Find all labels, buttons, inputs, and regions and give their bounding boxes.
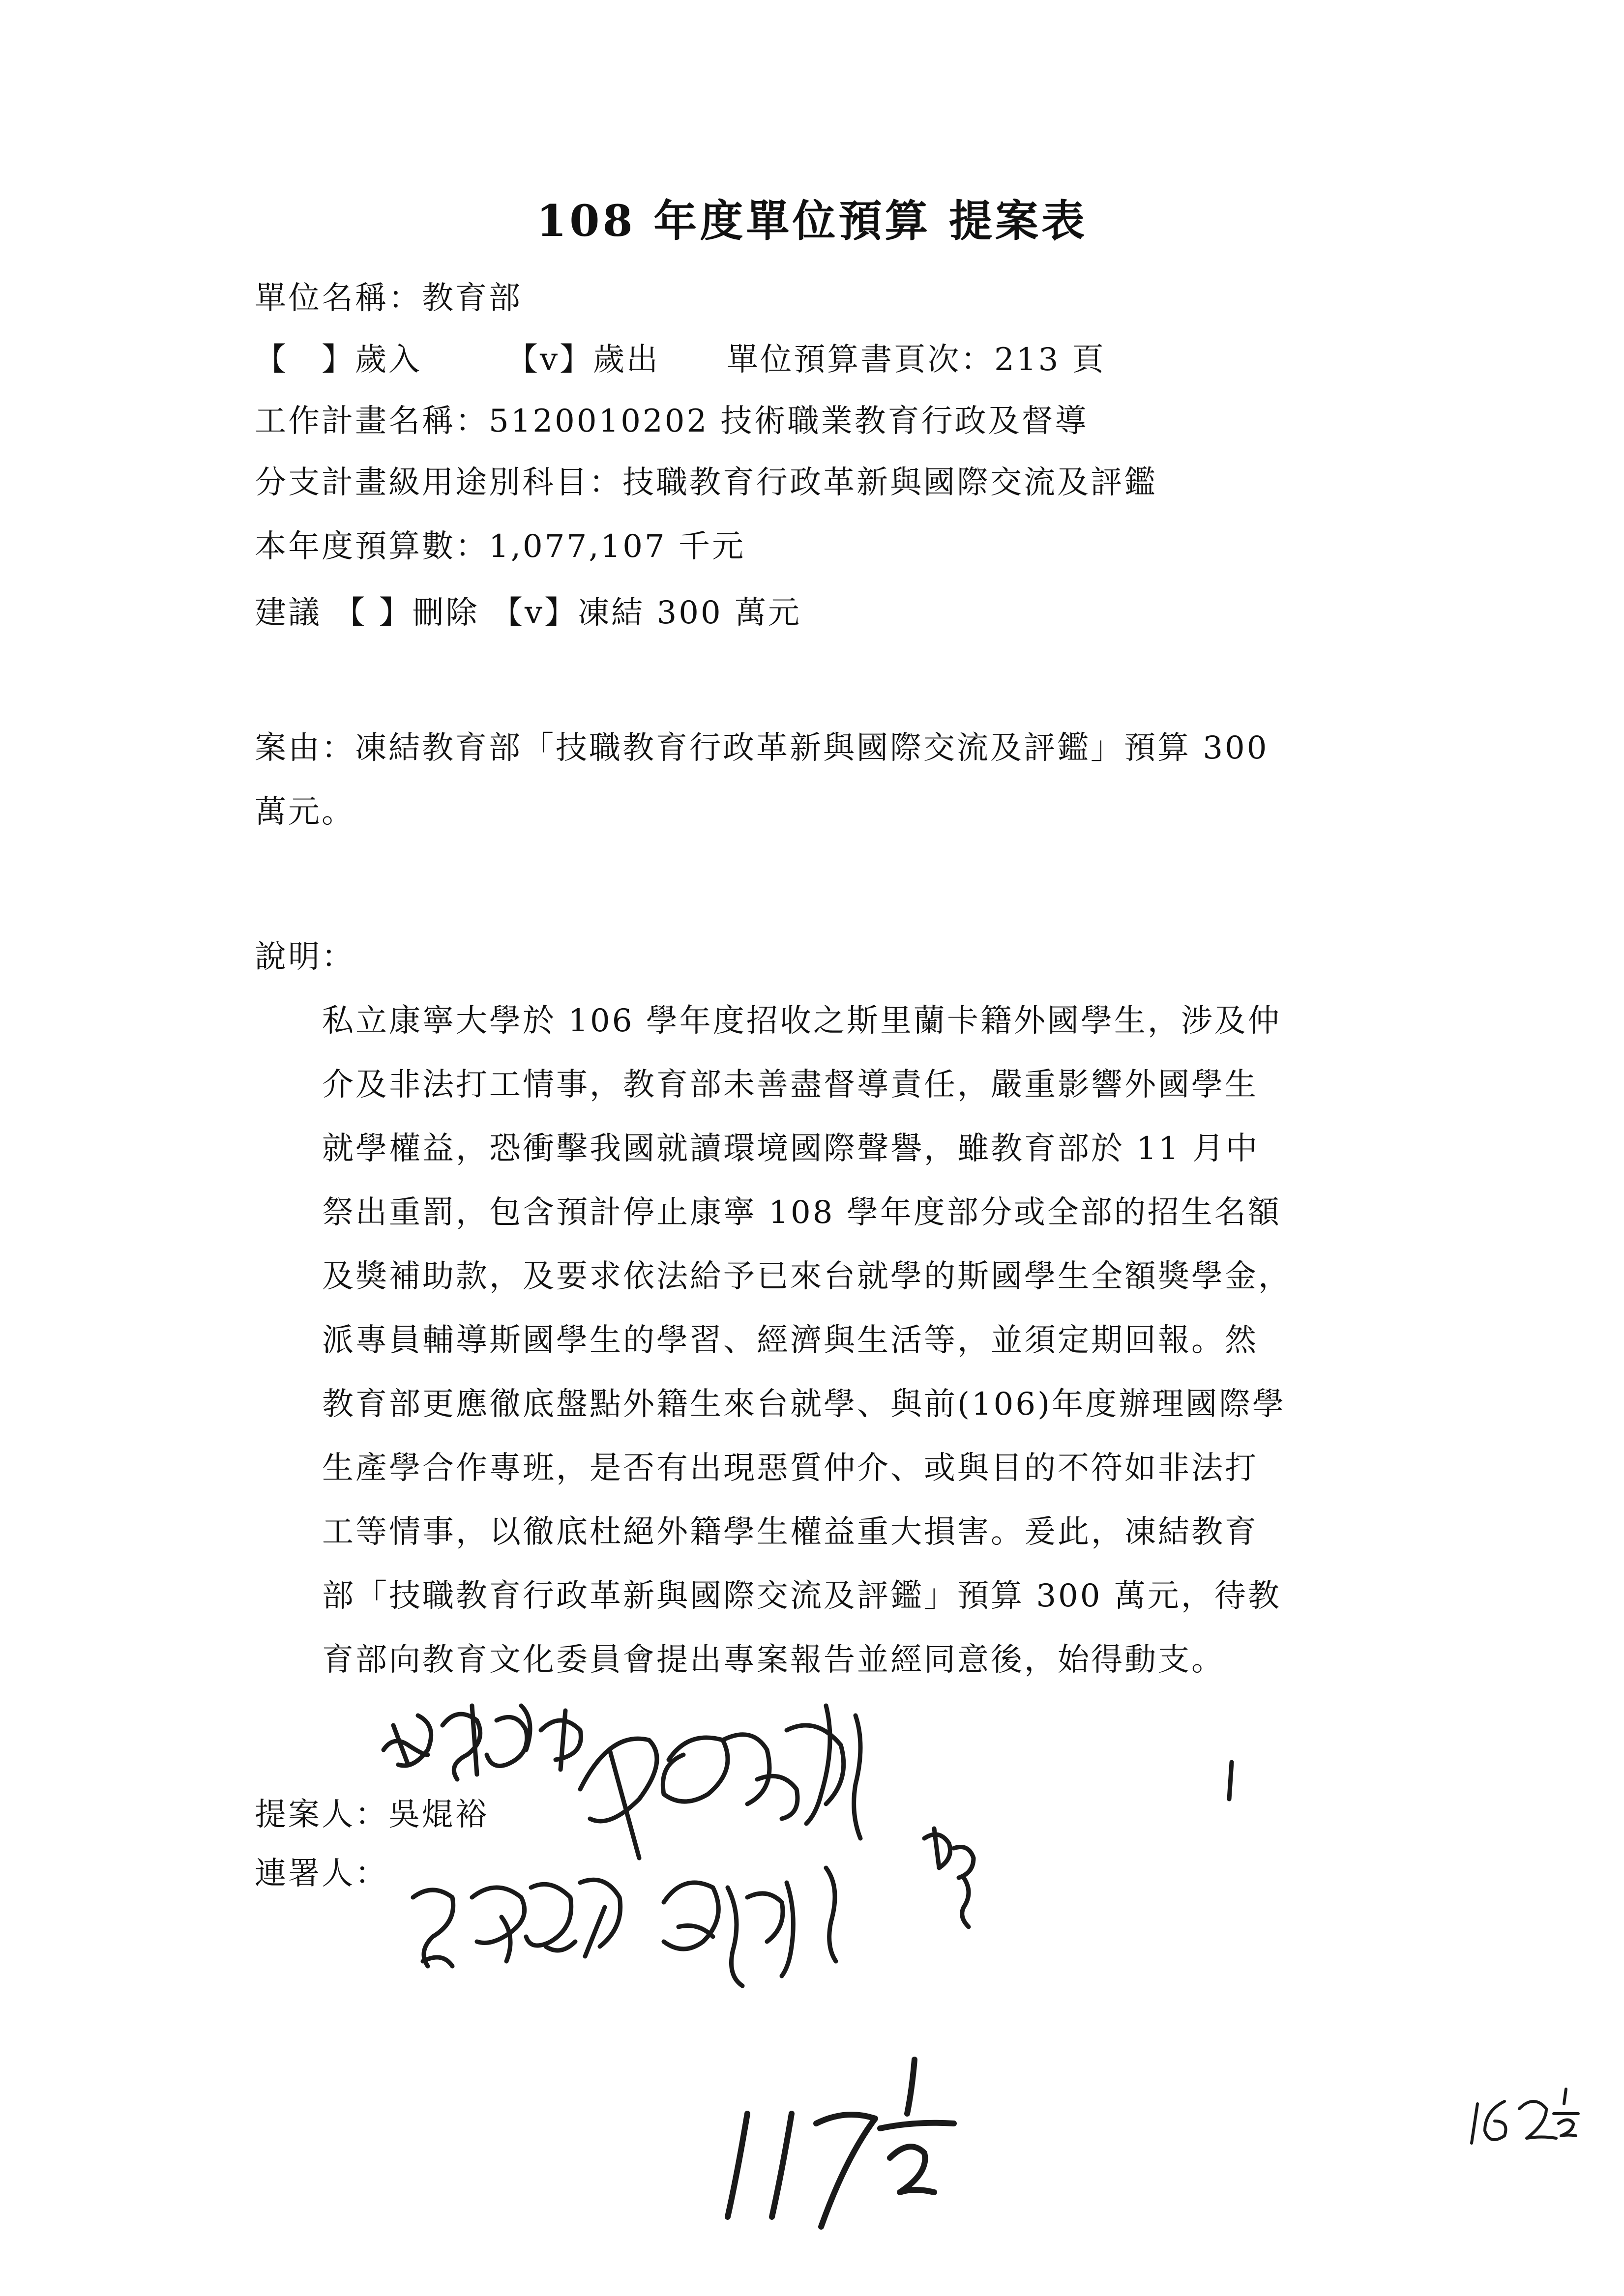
explanation-line: 部「技職教育行政革新與國際交流及評鑑」預算 300 萬元，待教 [322,1578,1281,1614]
explanation-line: 育部向教育文化委員會提出專案報告並經同意後，始得動支。 [322,1642,1225,1678]
suggestion-line: 建議 【 】刪除 【v】凍結 300 萬元 [255,595,802,631]
explanation-label: 說明： [255,939,355,975]
case-line-2: 萬元。 [255,794,355,830]
explanation-line: 私立康寧大學於 106 學年度招收之斯里蘭卡籍外國學生，涉及仲 [322,1003,1281,1039]
work-plan-name: 工作計畫名稱：5120010202 技術職業教育行政及督導 [255,403,1089,439]
explanation-line: 工等情事，以徹底杜絕外籍學生權益重大損害。爰此，凍結教育 [322,1514,1258,1550]
case-line-1: 案由：凍結教育部「技職教育行政革新與國際交流及評鑑」預算 300 [255,730,1269,766]
cosigners-label: 連署人： [255,1856,388,1892]
budget-type-line: 【 】歲入 【v】歲出 單位預算書頁次：213 頁 [255,342,1106,378]
budget-amount: 本年度預算數：1,077,107 千元 [255,528,746,565]
explanation-line: 介及非法打工情事，教育部未善盡督導責任，嚴重影響外國學生 [322,1067,1258,1103]
page-title: 108 年度單位預算 提案表 [536,195,1088,246]
explanation-line: 及獎補助款，及要求依法給予已來台就學的斯國學生全額獎學金， [322,1258,1292,1295]
explanation-line: 祭出重罰，包含預計停止康寧 108 學年度部分或全部的招生名額 [322,1194,1281,1231]
sub-plan-subject: 分支計畫級用途別科目：技職教育行政革新與國際交流及評鑑 [255,465,1157,501]
explanation-line: 生產學合作專班，是否有出現惡質仲介、或與目的不符如非法打 [322,1450,1258,1486]
explanation-line: 教育部更應徹底盤點外籍生來台就學、與前(106)年度辦理國際學 [322,1386,1286,1423]
explanation-line: 派專員輔導斯國學生的學習、經濟與生活等，並須定期回報。然 [322,1322,1258,1359]
explanation-line: 就學權益，恐衝擊我國就讀環境國際聲譽，雖教育部於 11 月中 [322,1131,1260,1167]
unit-name: 單位名稱：教育部 [255,280,522,317]
proposer-label: 提案人：吳焜裕 [255,1797,489,1833]
